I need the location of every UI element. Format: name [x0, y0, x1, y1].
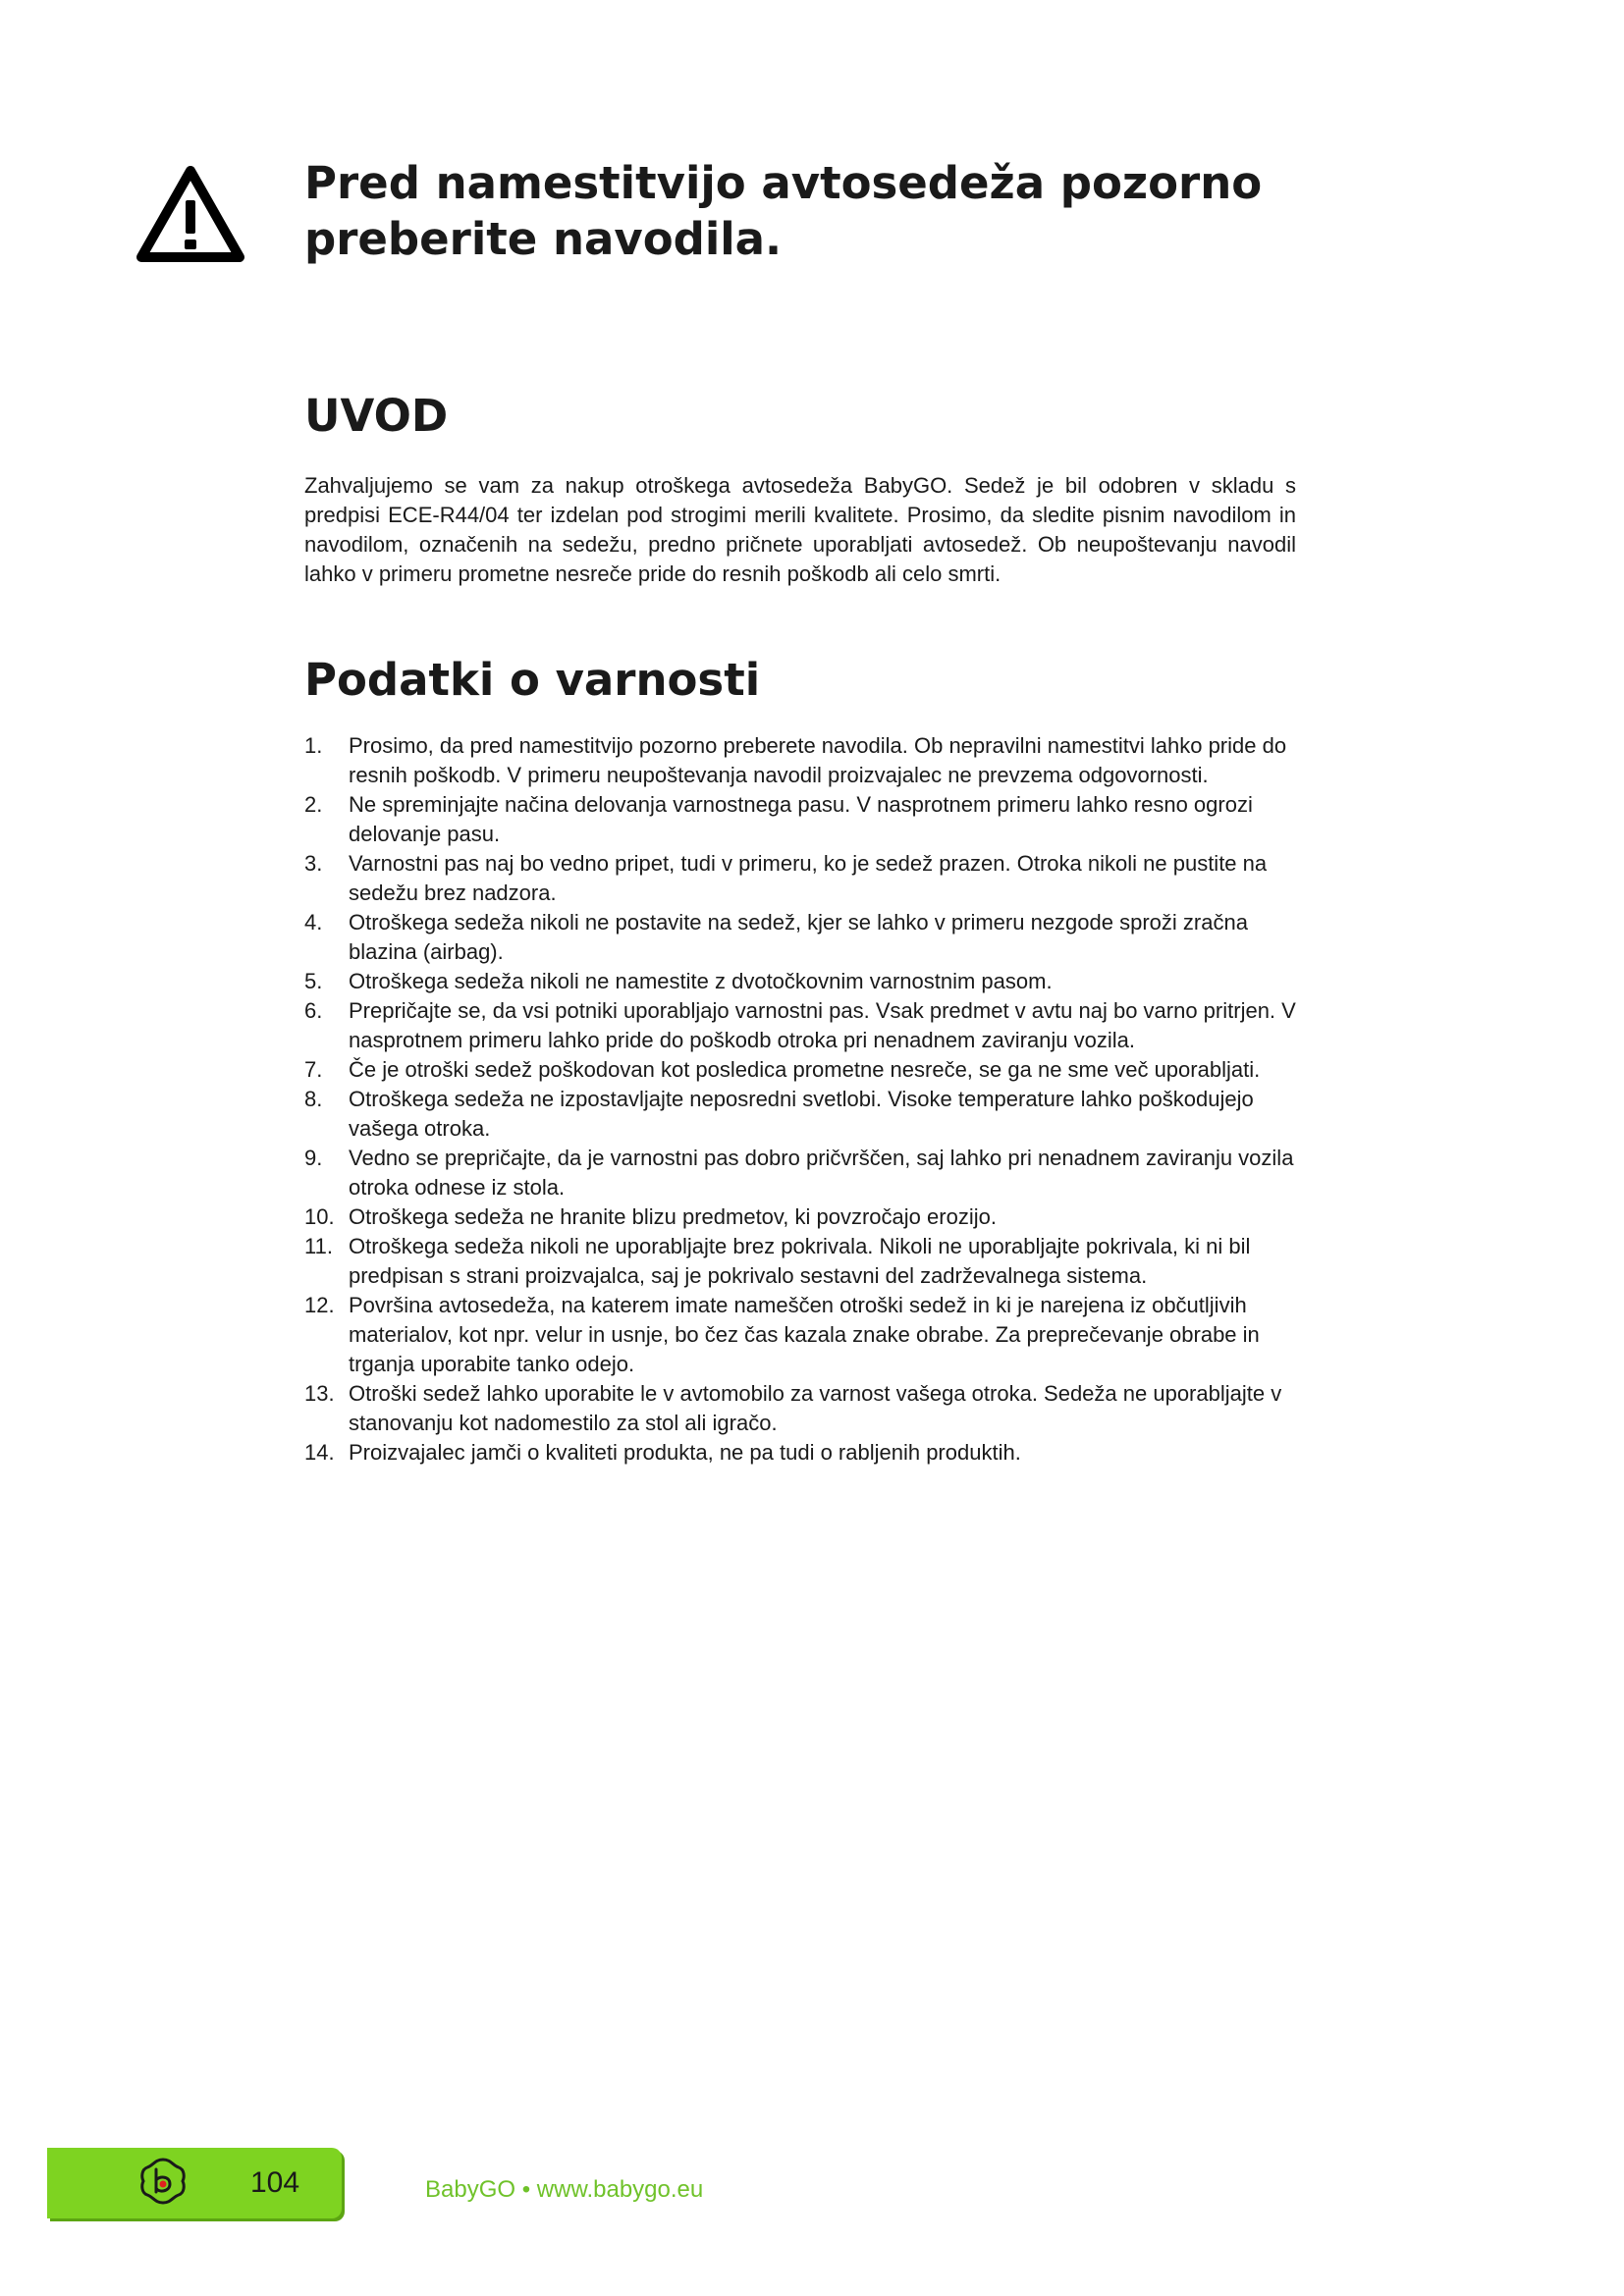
list-item-text: Prosimo, da pred namestitvijo pozorno preberete navodila. Ob nepravilni namestitvi lahko pride do resnih poškodb. V primeru neupoštevanja navodil proizvajalec ne prevzema odgovornosti. [349, 733, 1287, 787]
safety-list [304, 731, 1306, 1468]
page-number: 104 [250, 2166, 300, 2199]
list-item-text: Otroškega sedeža ne izpostavljajte neposredni svetlobi. Visoke temperature lahko poškodujejo vašega otroka. [349, 1087, 1254, 1141]
list-item [304, 1291, 1306, 1379]
list-item-number: 8. [304, 1087, 323, 1111]
list-item-number: 3. [304, 851, 323, 876]
list-item-text: Prepričajte se, da vsi potniki uporabljajo varnostni pas. Vsak predmet v avtu naj bo varno pritrjen. V nasprotnem primeru lahko pride do poškodb otroka pri nenadnem zaviranju vozila. [349, 998, 1296, 1052]
list-item-number: 7. [304, 1057, 323, 1082]
list-item-number: 9. [304, 1146, 323, 1170]
list-item-number: 13. [304, 1381, 335, 1406]
list-item-text: Če je otroški sedež poškodovan kot posledica prometne nesreče, se ga ne sme več uporabljati. [349, 1057, 1261, 1082]
list-item [304, 967, 1306, 996]
list-item-text: Ne spreminjajte načina delovanja varnostnega pasu. V nasprotnem primeru lahko resno ogrozi delovanje pasu. [349, 792, 1253, 846]
intro-heading: UVOD [304, 390, 449, 442]
list-item-text: Otroškega sedeža nikoli ne uporabljajte brez pokrivala. Nikoli ne uporabljajte pokrivala, ki ni bil predpisan s strani proizvajalca, saj je pokrivalo sestavni del zadrževalnega sistema. [349, 1234, 1251, 1288]
list-item-text: Otroškega sedeža nikoli ne postavite na sedež, kjer se lahko v primeru nezgode sproži zračna blazina (airbag). [349, 910, 1248, 964]
list-item-text: Otroškega sedeža ne hranite blizu predmetov, ki povzročajo erozijo. [349, 1204, 997, 1229]
list-item-number: 5. [304, 969, 323, 993]
list-item-number: 1. [304, 733, 323, 758]
list-item [304, 1438, 1306, 1468]
list-item [304, 731, 1306, 790]
list-item-text: Varnostni pas naj bo vedno pripet, tudi v primeru, ko je sedež prazen. Otroka nikoli ne pustite na sedežu brez nadzora. [349, 851, 1268, 905]
intro-paragraph: Zahvaljujemo se vam za nakup otroškega avtosedeža BabyGO. Sedež je bil odobren v skladu s predpisi ECE-R44/04 ter izdelan pod strogimi merili kvalitete. Prosimo, da sledite pisnim navodilom in navodilom, označenih na sedežu, predno pričnete uporabljati avtosedež. Ob neupoštevanju navodil lahko v primeru prometne nesreče pride do resnih poškodb ali celo smrti. [304, 473, 1296, 586]
safety-heading: Podatki o varnosti [304, 654, 761, 706]
list-item [304, 849, 1306, 908]
footer-brand: BabyGO • www.babygo.eu [425, 2176, 704, 2203]
list-item-number: 4. [304, 910, 323, 934]
list-item [304, 908, 1306, 967]
list-item [304, 1232, 1306, 1291]
list-item [304, 1202, 1306, 1232]
list-item [304, 1144, 1306, 1202]
list-item-number: 14. [304, 1440, 335, 1465]
list-item [304, 790, 1306, 849]
warning-title: Pred namestitvijo avtosedeža pozorno preberite navodila. [304, 157, 1263, 265]
list-item-text: Proizvajalec jamči o kvaliteti produkta, ne pa tudi o rabljenih produktih. [349, 1440, 1021, 1465]
list-item-text: Otroški sedež lahko uporabite le v avtomobilo za varnost vašega otroka. Sedeža ne uporabljajte v stanovanju kot nadomestilo za stol ali igračo. [349, 1381, 1282, 1435]
list-item [304, 1085, 1306, 1144]
list-item [304, 1379, 1306, 1438]
list-item-number: 2. [304, 792, 323, 817]
list-item-number: 11. [304, 1234, 333, 1258]
list-item-text: Otroškega sedeža nikoli ne namestite z dvotočkovnim varnostnim pasom. [349, 969, 1053, 993]
babygo-logo-icon [137, 2156, 189, 2207]
list-item [304, 1055, 1306, 1085]
list-item [304, 996, 1306, 1055]
list-item-number: 12. [304, 1293, 335, 1317]
list-item-text: Vedno se prepričajte, da je varnostni pas dobro pričvrščen, saj lahko pri nenadnem zaviranju vozila otroka odnese iz stola. [349, 1146, 1294, 1200]
list-item-number: 6. [304, 998, 323, 1023]
list-item-number: 10. [304, 1204, 335, 1229]
warning-triangle-icon [135, 165, 245, 263]
list-item-text: Površina avtosedeža, na katerem imate nameščen otroški sedež in ki je narejena iz občutljivih materialov, kot npr. velur in usnje, bo čez čas kazala znake obrabe. Za preprečevanje obrabe in trganja uporabite tanko odejo. [349, 1293, 1260, 1376]
